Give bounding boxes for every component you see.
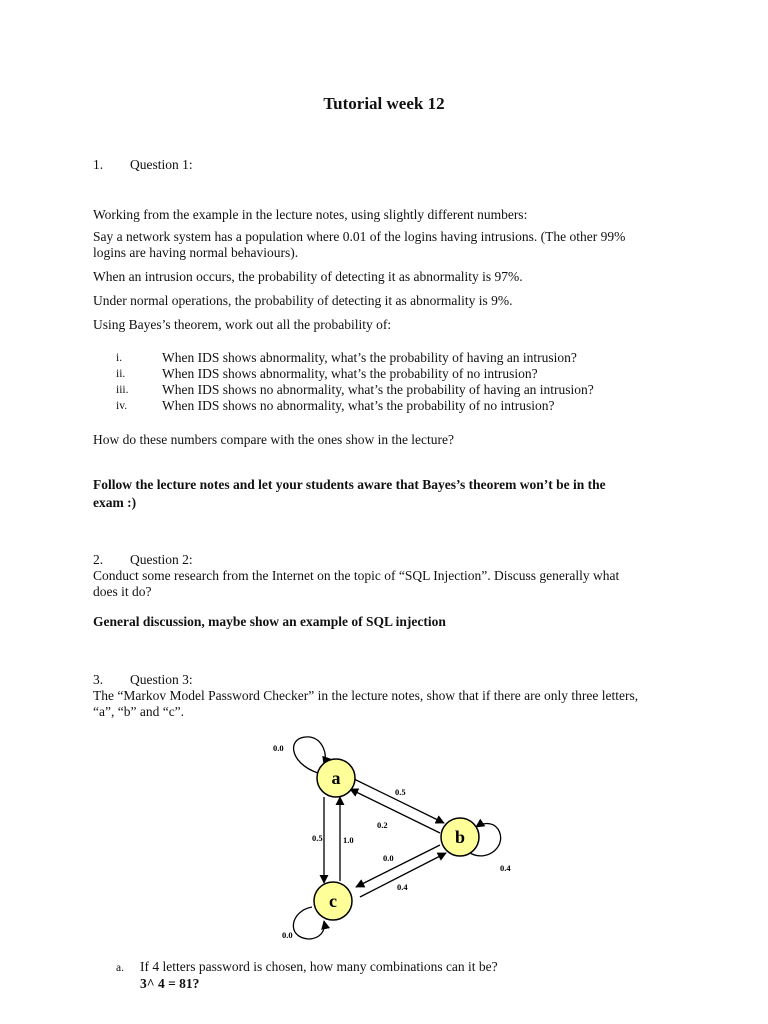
- q1-line4: Using Bayes’s theorem, work out all the probability of:: [93, 317, 392, 332]
- edge-label-ab: 0.5: [395, 787, 406, 797]
- q1-item-text: When IDS shows no abnormality, what’s the probability of having an intrusion?: [162, 382, 594, 397]
- edge-label-ba: 0.2: [377, 820, 388, 830]
- q3-number: 3.: [93, 672, 104, 687]
- edge-label-ac: 0.5: [312, 833, 323, 843]
- q1-item-number: ii.: [116, 368, 126, 380]
- q2-line-a: Conduct some research from the Internet on the topic of “SQL Injection”. Discuss generally what: [93, 568, 620, 583]
- q3-sub-number: a.: [116, 962, 124, 974]
- q2-number: 2.: [93, 552, 104, 567]
- q3-sub-answer: 3^ 4 = 81?: [140, 976, 200, 991]
- edge-a-to-b: [354, 779, 444, 823]
- q1-answer-line1: Follow the lecture notes and let your students aware that Bayes’s theorem won’t be in the: [93, 477, 606, 492]
- q1-item-number: i.: [116, 352, 123, 364]
- edge-b-to-c: [356, 845, 440, 887]
- edge-label-ca: 1.0: [343, 835, 354, 845]
- edge-label-bb: 0.4: [500, 863, 511, 873]
- node-a-label: a: [331, 768, 341, 788]
- q1-compare: How do these numbers compare with the ones show in the lecture?: [93, 432, 455, 447]
- edge-label-aa: 0.0: [273, 743, 284, 753]
- q1-intro: Working from the example in the lecture notes, using slightly different numbers:: [93, 207, 528, 222]
- q1-item-text: When IDS shows no abnormality, what’s the probability of no intrusion?: [162, 398, 555, 413]
- q1-line1a: Say a network system has a population where 0.01 of the logins having intrusions. (The other 99%: [93, 229, 626, 244]
- markov-model-diagram: [260, 735, 530, 945]
- q1-item-text: When IDS shows abnormality, what’s the probability of having an intrusion?: [162, 350, 577, 365]
- q3-sub-text: If 4 letters password is chosen, how many combinations can it be?: [140, 959, 498, 974]
- q1-line3: Under normal operations, the probability of detecting it as abnormality is 9%.: [93, 293, 513, 308]
- q1-number: 1.: [93, 157, 104, 172]
- q2-line-b: does it do?: [93, 584, 152, 599]
- edge-label-bc: 0.0: [383, 853, 394, 863]
- node-b-label: b: [454, 827, 466, 847]
- q1-line2: When an intrusion occurs, the probability of detecting it as abnormality is 97%.: [93, 269, 523, 284]
- q2-label: Question 2:: [130, 552, 193, 567]
- q1-answer-line2: exam :): [93, 495, 137, 510]
- q3-line-a: The “Markov Model Password Checker” in the lecture notes, show that if there are only three letters,: [93, 688, 639, 703]
- q1-item-text: When IDS shows abnormality, what’s the probability of no intrusion?: [162, 366, 538, 381]
- q1-label: Question 1:: [130, 157, 193, 172]
- q3-label: Question 3:: [130, 672, 193, 687]
- q1-item-number: iv.: [116, 400, 128, 412]
- page-title: Tutorial week 12: [323, 94, 445, 113]
- edge-label-cc: 0.0: [282, 930, 293, 940]
- q3-line-b: “a”, “b” and “c”.: [93, 704, 185, 719]
- edge-label-cb: 0.4: [397, 882, 408, 892]
- q1-item-number: iii.: [116, 384, 129, 396]
- node-c-label: c: [329, 891, 337, 911]
- q1-line1b: logins are having normal behaviours).: [93, 245, 299, 260]
- q2-answer: General discussion, maybe show an example of SQL injection: [93, 614, 446, 629]
